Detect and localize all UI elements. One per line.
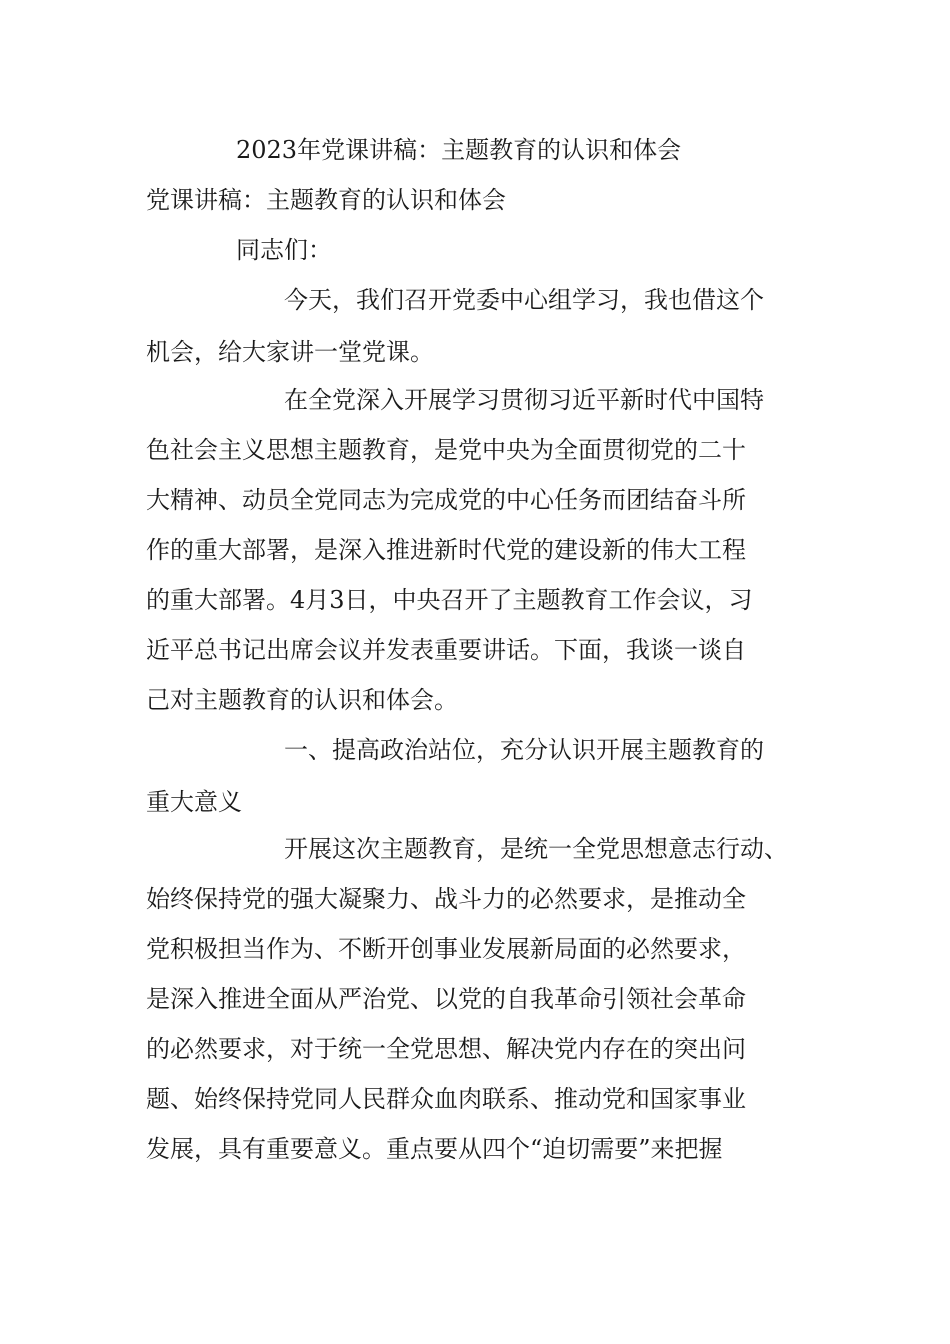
- paragraph-line: 己对主题教育的认识和体会。: [146, 686, 458, 714]
- paragraph-line: 机会，给大家讲一堂党课。: [146, 338, 434, 366]
- paragraph-line: 今天，我们召开党委中心组学习，我也借这个: [284, 286, 764, 314]
- section-heading: 一、提高政治站位，充分认识开展主题教育的: [284, 736, 764, 764]
- section-heading: 重大意义: [146, 788, 242, 816]
- paragraph-line: 作的重大部署，是深入推进新时代党的建设新的伟大工程: [146, 536, 746, 564]
- document-title: 2023年党课讲稿：主题教育的认识和体会: [236, 136, 682, 164]
- paragraph-line: 的必然要求，对于统一全党思想、解决党内存在的突出问: [146, 1035, 746, 1063]
- document-subtitle: 党课讲稿：主题教育的认识和体会: [146, 186, 506, 214]
- paragraph-line: 始终保持党的强大凝聚力、战斗力的必然要求，是推动全: [146, 885, 746, 913]
- paragraph-line: 开展这次主题教育，是统一全党思想意志行动、: [284, 835, 788, 863]
- paragraph-line: 是深入推进全面从严治党、以党的自我革命引领社会革命: [146, 985, 746, 1013]
- paragraph-line: 色社会主义思想主题教育，是党中央为全面贯彻党的二十: [146, 436, 746, 464]
- paragraph-line: 的重大部署。4月3日，中央召开了主题教育工作会议，习: [146, 586, 753, 614]
- paragraph-line: 在全党深入开展学习贯彻习近平新时代中国特: [284, 386, 764, 414]
- paragraph-line: 发展，具有重要意义。重点要从四个“迫切需要”来把握: [146, 1135, 723, 1163]
- salutation: 同志们：: [236, 236, 332, 264]
- paragraph-line: 大精神、动员全党同志为完成党的中心任务而团结奋斗所: [146, 486, 746, 514]
- paragraph-line: 题、始终保持党同人民群众血肉联系、推动党和国家事业: [146, 1085, 746, 1113]
- paragraph-line: 近平总书记出席会议并发表重要讲话。下面，我谈一谈自: [146, 636, 746, 664]
- paragraph-line: 党积极担当作为、不断开创事业发展新局面的必然要求，: [146, 935, 746, 963]
